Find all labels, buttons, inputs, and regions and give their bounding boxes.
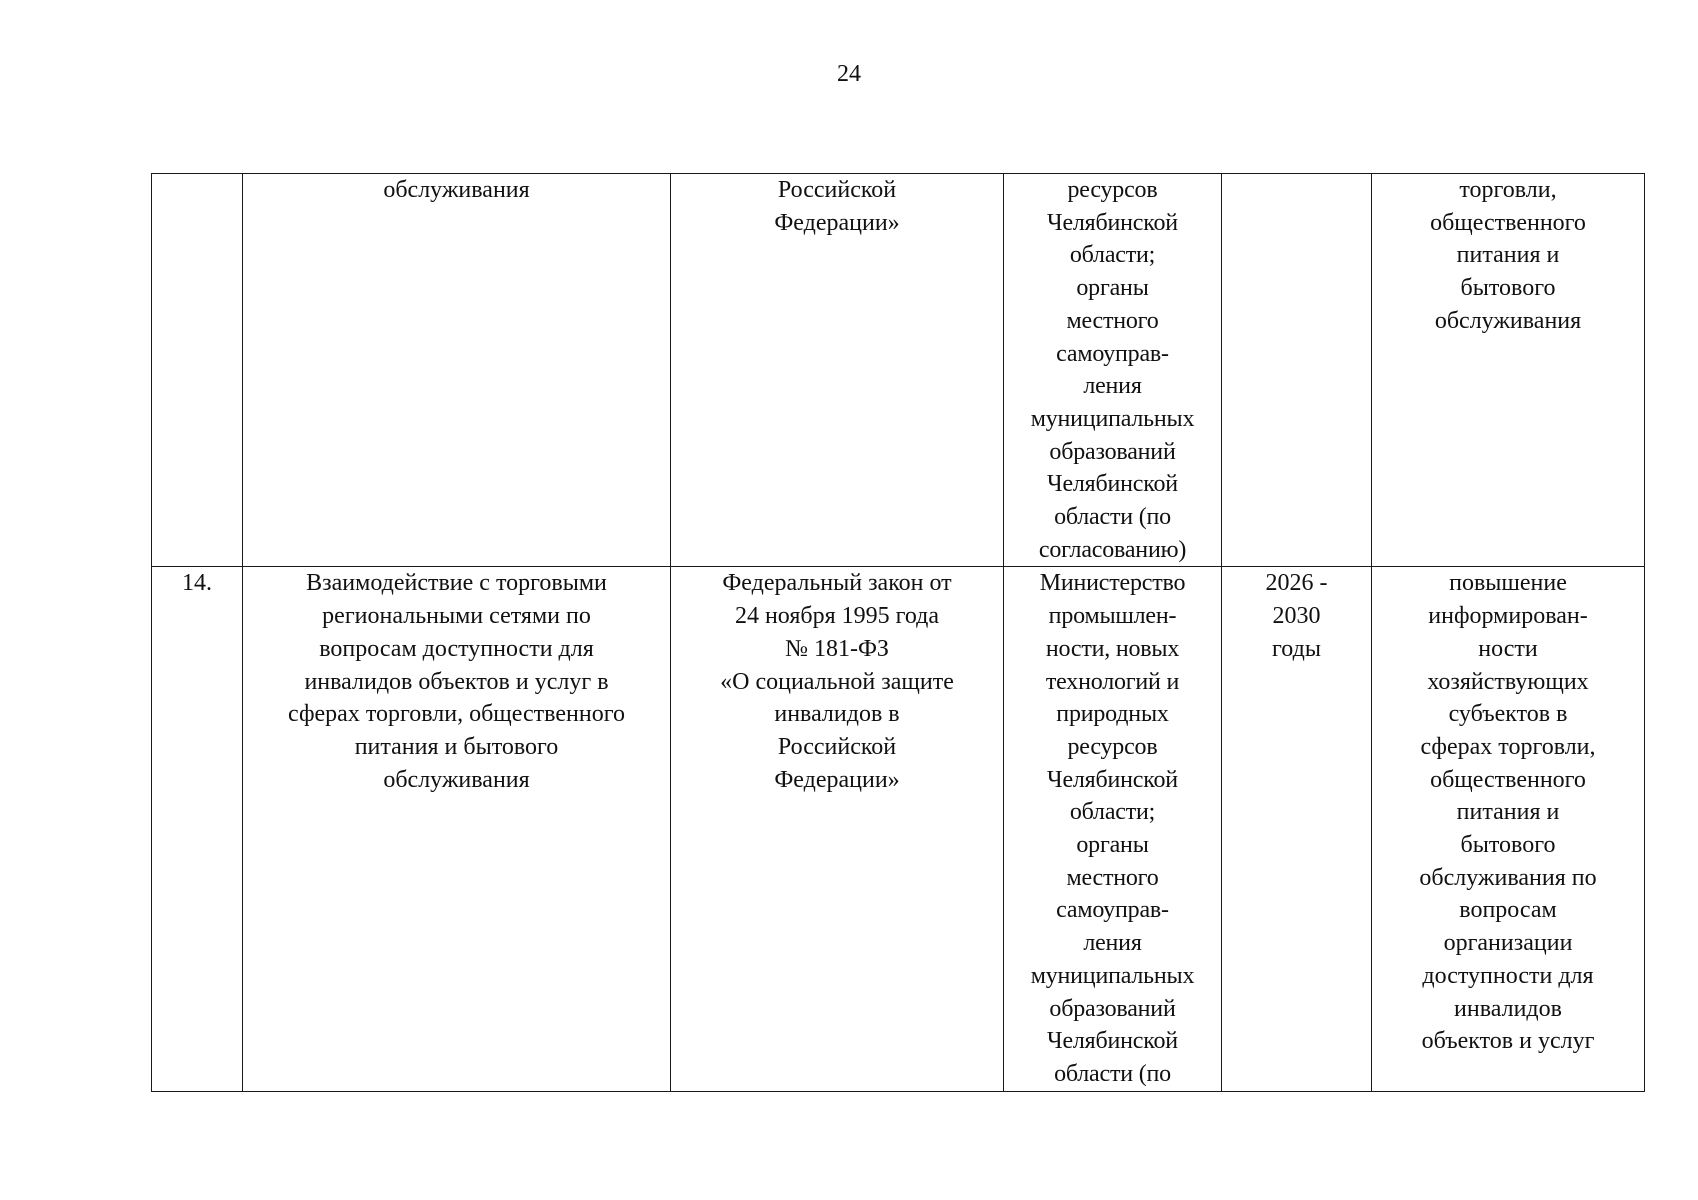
row-number-cell [152,174,243,567]
period-cell: 2026 - 2030 годы [1222,567,1372,1091]
legal-basis-cell: Федеральный закон от 24 ноября 1995 года № 181-ФЗ «О социальной защите инвалидов в Российской Федерации» [671,567,1004,1091]
result-cell: торговли, общественного питания и бытового обслуживания [1372,174,1645,567]
legal-basis-cell: Российской Федерации» [671,174,1004,567]
page-number: 24 [837,61,861,87]
activity-cell: Взаимодействие с торговыми региональными сетями по вопросам доступности для инвалидов объектов и услуг в сферах торговли, общественного питания и бытового обслуживания [243,567,671,1091]
activities-table [151,173,1645,1092]
row-number-cell: 14. [152,567,243,1091]
period-cell [1222,174,1372,567]
executors-cell: Министерство промышлен- ности, новых технологий и природных ресурсов Челябинской области; органы местного самоуправ- ления муниципальных образований Челябинской области (по [1004,567,1222,1091]
executors-cell: ресурсов Челябинской области; органы местного самоуправ- ления муниципальных образований Челябинской области (по согласованию) [1004,174,1222,567]
table-row-continuation [152,174,1645,567]
table-row-14 [152,567,1645,1091]
activity-cell: обслуживания [243,174,671,567]
result-cell: повышение информирован- ности хозяйствующих субъектов в сферах торговли, общественного питания и бытового обслуживания по вопросам организации доступности для инвалидов объектов и услуг [1372,567,1645,1091]
